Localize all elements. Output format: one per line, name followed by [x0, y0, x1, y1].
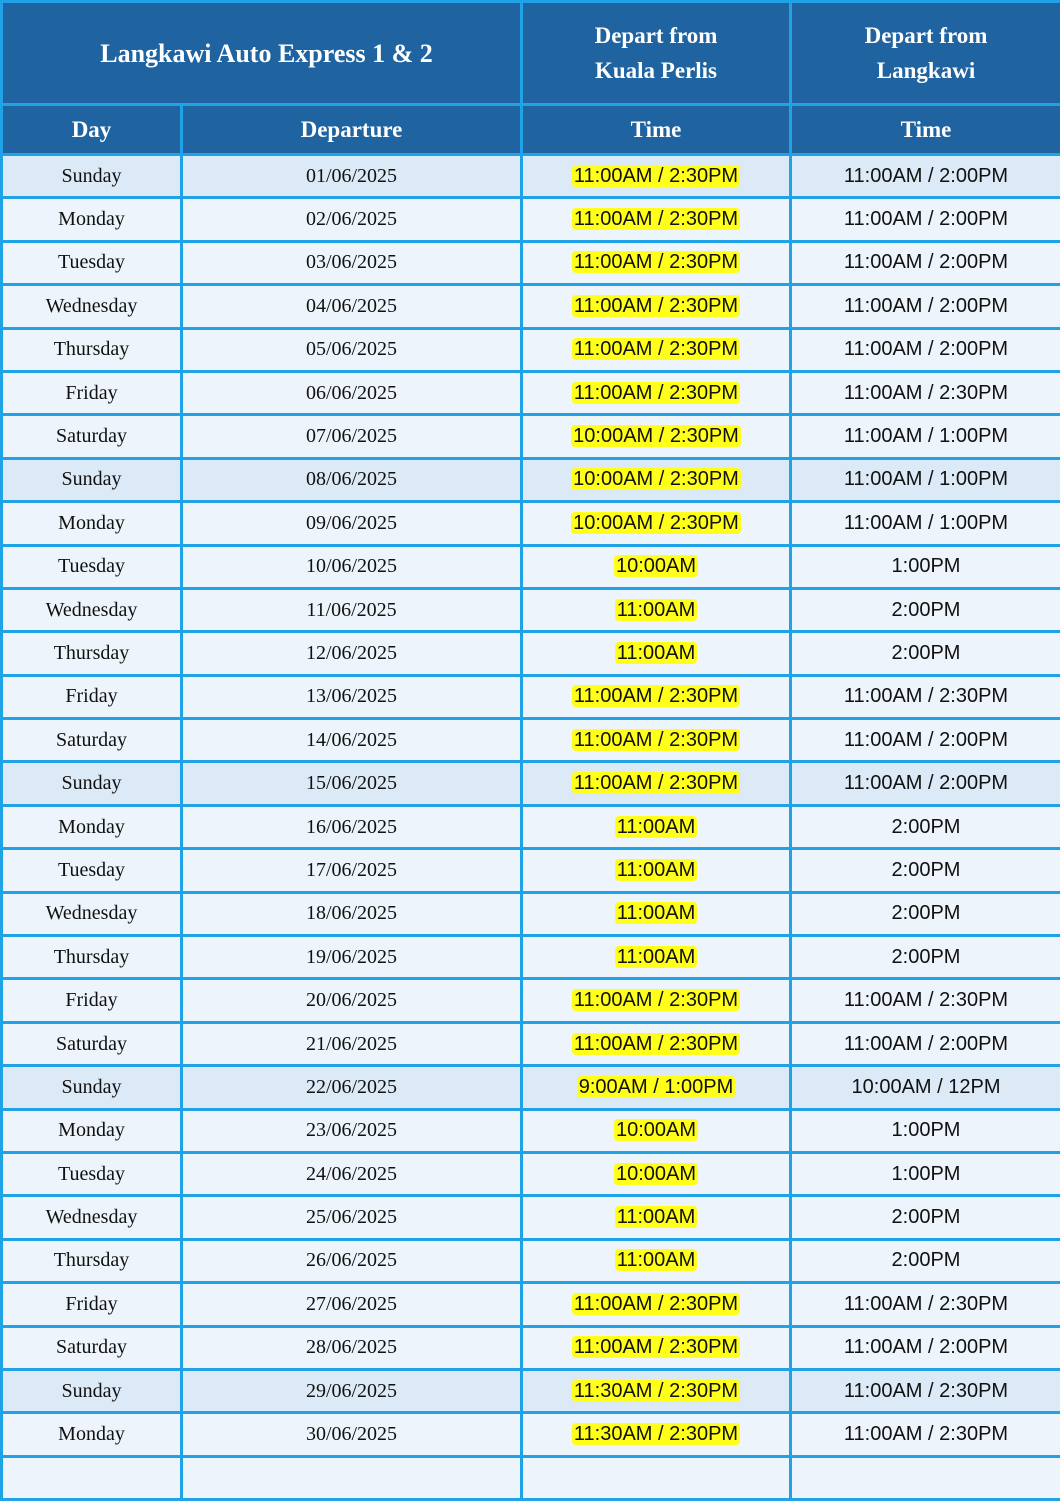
- schedule-body: [2, 155, 1060, 1500]
- highlighted-time: 11:00AM / 2:30PM: [572, 208, 740, 230]
- highlighted-time: 11:00AM: [615, 599, 698, 621]
- highlighted-time: 11:00AM / 2:30PM: [572, 251, 740, 273]
- table-row: [2, 849, 1060, 892]
- cell-kuala-perlis-time: [522, 1109, 791, 1152]
- cell-day: Saturday: [2, 1022, 182, 1065]
- cell-langkawi-time: 11:00AM / 2:30PM: [791, 675, 1060, 718]
- header-kp-line1: Depart from: [523, 18, 789, 53]
- header-depart-langkawi: [791, 2, 1060, 105]
- header-row-columns: [2, 105, 1060, 155]
- header-lk-line2: Langkawi: [792, 53, 1060, 88]
- cell-departure-date: 22/06/2025: [182, 1066, 522, 1109]
- cell-departure-date: 16/06/2025: [182, 805, 522, 848]
- highlighted-time: 11:00AM / 2:30PM: [572, 338, 740, 360]
- cell-day: Friday: [2, 1283, 182, 1326]
- column-header-day: Day: [2, 105, 182, 155]
- cell-day: Thursday: [2, 936, 182, 979]
- cell-langkawi-time: 11:00AM / 2:00PM: [791, 285, 1060, 328]
- cell-day: Saturday: [2, 415, 182, 458]
- cell-departure-date: 09/06/2025: [182, 502, 522, 545]
- cell-langkawi-time: 11:00AM / 2:00PM: [791, 241, 1060, 284]
- cell-departure-date: 20/06/2025: [182, 979, 522, 1022]
- cell-kuala-perlis-time: [522, 155, 791, 198]
- cell-day: Monday: [2, 198, 182, 241]
- highlighted-time: 10:00AM: [614, 1163, 698, 1185]
- highlighted-time: 11:00AM / 2:30PM: [572, 295, 740, 317]
- cell-day: Sunday: [2, 458, 182, 501]
- table-row: [2, 502, 1060, 545]
- highlighted-time: 11:00AM / 2:30PM: [572, 685, 740, 707]
- cell-departure-date: 29/06/2025: [182, 1369, 522, 1412]
- cell-langkawi-time: 2:00PM: [791, 849, 1060, 892]
- cell-kuala-perlis-time: [522, 1326, 791, 1369]
- cell-langkawi-time: 2:00PM: [791, 936, 1060, 979]
- header-kp-line2: Kuala Perlis: [523, 53, 789, 88]
- table-row: [2, 719, 1060, 762]
- cell-kuala-perlis-time: [522, 588, 791, 631]
- cell-langkawi-time: 11:00AM / 1:00PM: [791, 502, 1060, 545]
- cell-departure-date: 14/06/2025: [182, 719, 522, 762]
- table-row: [2, 1022, 1060, 1065]
- cell-departure-date: 17/06/2025: [182, 849, 522, 892]
- highlighted-time: 11:00AM / 2:30PM: [572, 989, 740, 1011]
- cell-departure-date: 12/06/2025: [182, 632, 522, 675]
- cell-kuala-perlis-time: [522, 979, 791, 1022]
- cell-departure-date: 24/06/2025: [182, 1152, 522, 1195]
- table-row: [2, 155, 1060, 198]
- table-row: [2, 1196, 1060, 1239]
- cell-langkawi-time: 2:00PM: [791, 805, 1060, 848]
- cell-kuala-perlis-time: [522, 285, 791, 328]
- cell-departure-date: 26/06/2025: [182, 1239, 522, 1282]
- cell-day: Friday: [2, 371, 182, 414]
- cell-day: Sunday: [2, 762, 182, 805]
- cell-kuala-perlis-time: [522, 1369, 791, 1412]
- empty-cell: [182, 1456, 522, 1499]
- cell-day: Tuesday: [2, 545, 182, 588]
- cell-day: Monday: [2, 1413, 182, 1456]
- cell-day: Monday: [2, 805, 182, 848]
- highlighted-time: 11:00AM / 2:30PM: [572, 772, 740, 794]
- highlighted-time: 11:00AM / 2:30PM: [572, 1033, 740, 1055]
- highlighted-time: 10:00AM: [614, 555, 698, 577]
- cell-kuala-perlis-time: [522, 675, 791, 718]
- cell-departure-date: 03/06/2025: [182, 241, 522, 284]
- cell-day: Thursday: [2, 1239, 182, 1282]
- cell-departure-date: 07/06/2025: [182, 415, 522, 458]
- highlighted-time: 10:00AM: [614, 1119, 698, 1141]
- table-row: [2, 1152, 1060, 1195]
- cell-departure-date: 15/06/2025: [182, 762, 522, 805]
- table-row: [2, 285, 1060, 328]
- cell-departure-date: 13/06/2025: [182, 675, 522, 718]
- cell-langkawi-time: 2:00PM: [791, 1239, 1060, 1282]
- cell-kuala-perlis-time: [522, 241, 791, 284]
- highlighted-time: 11:00AM / 2:30PM: [572, 165, 740, 187]
- cell-departure-date: 02/06/2025: [182, 198, 522, 241]
- cell-departure-date: 21/06/2025: [182, 1022, 522, 1065]
- table-row: [2, 241, 1060, 284]
- cell-departure-date: 01/06/2025: [182, 155, 522, 198]
- empty-row: [2, 1456, 1060, 1499]
- highlighted-time: 9:00AM / 1:00PM: [577, 1076, 736, 1098]
- cell-kuala-perlis-time: [522, 545, 791, 588]
- cell-kuala-perlis-time: [522, 1066, 791, 1109]
- cell-langkawi-time: 11:00AM / 2:30PM: [791, 1283, 1060, 1326]
- cell-departure-date: 27/06/2025: [182, 1283, 522, 1326]
- table-row: [2, 632, 1060, 675]
- highlighted-time: 11:00AM / 2:30PM: [572, 729, 740, 751]
- cell-day: Wednesday: [2, 892, 182, 935]
- cell-departure-date: 30/06/2025: [182, 1413, 522, 1456]
- cell-departure-date: 28/06/2025: [182, 1326, 522, 1369]
- cell-departure-date: 23/06/2025: [182, 1109, 522, 1152]
- cell-langkawi-time: 11:00AM / 2:00PM: [791, 762, 1060, 805]
- cell-kuala-perlis-time: [522, 805, 791, 848]
- highlighted-time: 10:00AM / 2:30PM: [571, 425, 741, 447]
- cell-langkawi-time: 11:00AM / 1:00PM: [791, 458, 1060, 501]
- cell-departure-date: 10/06/2025: [182, 545, 522, 588]
- table-row: [2, 458, 1060, 501]
- cell-departure-date: 11/06/2025: [182, 588, 522, 631]
- cell-day: Saturday: [2, 719, 182, 762]
- column-header-lk-time: Time: [791, 105, 1060, 155]
- cell-langkawi-time: 11:00AM / 2:00PM: [791, 155, 1060, 198]
- table-row: [2, 415, 1060, 458]
- table-row: [2, 936, 1060, 979]
- table-row: [2, 371, 1060, 414]
- highlighted-time: 11:00AM: [615, 946, 698, 968]
- cell-day: Tuesday: [2, 1152, 182, 1195]
- cell-day: Friday: [2, 675, 182, 718]
- cell-kuala-perlis-time: [522, 1152, 791, 1195]
- cell-kuala-perlis-time: [522, 371, 791, 414]
- table-row: [2, 805, 1060, 848]
- cell-day: Thursday: [2, 328, 182, 371]
- cell-day: Friday: [2, 979, 182, 1022]
- cell-langkawi-time: 11:00AM / 2:00PM: [791, 1326, 1060, 1369]
- highlighted-time: 11:00AM / 2:30PM: [572, 382, 740, 404]
- highlighted-time: 11:00AM: [615, 859, 698, 881]
- cell-langkawi-time: 11:00AM / 2:30PM: [791, 1413, 1060, 1456]
- schedule-title: Langkawi Auto Express 1 & 2: [2, 2, 522, 105]
- cell-kuala-perlis-time: [522, 1413, 791, 1456]
- cell-departure-date: 25/06/2025: [182, 1196, 522, 1239]
- cell-day: Tuesday: [2, 241, 182, 284]
- table-row: [2, 1369, 1060, 1412]
- table-row: [2, 892, 1060, 935]
- cell-kuala-perlis-time: [522, 198, 791, 241]
- highlighted-time: 11:00AM: [615, 1206, 698, 1228]
- cell-langkawi-time: 11:00AM / 2:30PM: [791, 979, 1060, 1022]
- cell-day: Monday: [2, 502, 182, 545]
- cell-langkawi-time: 11:00AM / 2:00PM: [791, 719, 1060, 762]
- highlighted-time: 11:00AM: [615, 902, 698, 924]
- cell-departure-date: 06/06/2025: [182, 371, 522, 414]
- cell-day: Wednesday: [2, 588, 182, 631]
- highlighted-time: 11:30AM / 2:30PM: [572, 1380, 740, 1402]
- cell-kuala-perlis-time: [522, 936, 791, 979]
- cell-langkawi-time: 11:00AM / 2:30PM: [791, 371, 1060, 414]
- table-row: [2, 1283, 1060, 1326]
- cell-kuala-perlis-time: [522, 1239, 791, 1282]
- highlighted-time: 10:00AM / 2:30PM: [571, 512, 741, 534]
- cell-kuala-perlis-time: [522, 849, 791, 892]
- highlighted-time: 10:00AM / 2:30PM: [571, 468, 741, 490]
- cell-kuala-perlis-time: [522, 328, 791, 371]
- highlighted-time: 11:30AM / 2:30PM: [572, 1423, 740, 1445]
- cell-langkawi-time: 11:00AM / 2:00PM: [791, 328, 1060, 371]
- cell-day: Tuesday: [2, 849, 182, 892]
- cell-day: Monday: [2, 1109, 182, 1152]
- cell-kuala-perlis-time: [522, 1196, 791, 1239]
- cell-day: Sunday: [2, 155, 182, 198]
- cell-day: Thursday: [2, 632, 182, 675]
- cell-langkawi-time: 11:00AM / 2:30PM: [791, 1369, 1060, 1412]
- cell-departure-date: 04/06/2025: [182, 285, 522, 328]
- table-row: [2, 1413, 1060, 1456]
- cell-departure-date: 05/06/2025: [182, 328, 522, 371]
- cell-langkawi-time: 11:00AM / 1:00PM: [791, 415, 1060, 458]
- cell-langkawi-time: 2:00PM: [791, 892, 1060, 935]
- table-row: [2, 1239, 1060, 1282]
- cell-day: Sunday: [2, 1066, 182, 1109]
- highlighted-time: 11:00AM: [615, 1249, 698, 1271]
- highlighted-time: 11:00AM / 2:30PM: [572, 1293, 740, 1315]
- table-row: [2, 328, 1060, 371]
- cell-kuala-perlis-time: [522, 1283, 791, 1326]
- cell-kuala-perlis-time: [522, 632, 791, 675]
- empty-cell: [522, 1456, 791, 1499]
- table-row: [2, 1109, 1060, 1152]
- cell-langkawi-time: 1:00PM: [791, 545, 1060, 588]
- cell-departure-date: 08/06/2025: [182, 458, 522, 501]
- empty-cell: [791, 1456, 1060, 1499]
- empty-cell: [2, 1456, 182, 1499]
- header-lk-line1: Depart from: [792, 18, 1060, 53]
- cell-kuala-perlis-time: [522, 762, 791, 805]
- highlighted-time: 11:00AM: [615, 642, 698, 664]
- cell-langkawi-time: 1:00PM: [791, 1152, 1060, 1195]
- cell-kuala-perlis-time: [522, 458, 791, 501]
- table-row: [2, 675, 1060, 718]
- cell-kuala-perlis-time: [522, 719, 791, 762]
- cell-langkawi-time: 2:00PM: [791, 632, 1060, 675]
- table-row: [2, 1066, 1060, 1109]
- highlighted-time: 11:00AM: [615, 816, 698, 838]
- column-header-kp-time: Time: [522, 105, 791, 155]
- cell-day: Sunday: [2, 1369, 182, 1412]
- table-row: [2, 545, 1060, 588]
- cell-langkawi-time: 10:00AM / 12PM: [791, 1066, 1060, 1109]
- header-depart-kuala-perlis: [522, 2, 791, 105]
- table-row: [2, 1326, 1060, 1369]
- highlighted-time: 11:00AM / 2:30PM: [572, 1336, 740, 1358]
- cell-departure-date: 19/06/2025: [182, 936, 522, 979]
- table-row: [2, 979, 1060, 1022]
- cell-kuala-perlis-time: [522, 502, 791, 545]
- cell-day: Saturday: [2, 1326, 182, 1369]
- column-header-departure: Departure: [182, 105, 522, 155]
- cell-departure-date: 18/06/2025: [182, 892, 522, 935]
- header-row-top: [2, 2, 1060, 105]
- cell-langkawi-time: 11:00AM / 2:00PM: [791, 198, 1060, 241]
- cell-kuala-perlis-time: [522, 1022, 791, 1065]
- cell-kuala-perlis-time: [522, 415, 791, 458]
- cell-langkawi-time: 1:00PM: [791, 1109, 1060, 1152]
- cell-langkawi-time: 2:00PM: [791, 588, 1060, 631]
- cell-day: Wednesday: [2, 1196, 182, 1239]
- cell-day: Wednesday: [2, 285, 182, 328]
- cell-kuala-perlis-time: [522, 892, 791, 935]
- table-row: [2, 198, 1060, 241]
- cell-langkawi-time: 11:00AM / 2:00PM: [791, 1022, 1060, 1065]
- table-row: [2, 588, 1060, 631]
- cell-langkawi-time: 2:00PM: [791, 1196, 1060, 1239]
- table-row: [2, 762, 1060, 805]
